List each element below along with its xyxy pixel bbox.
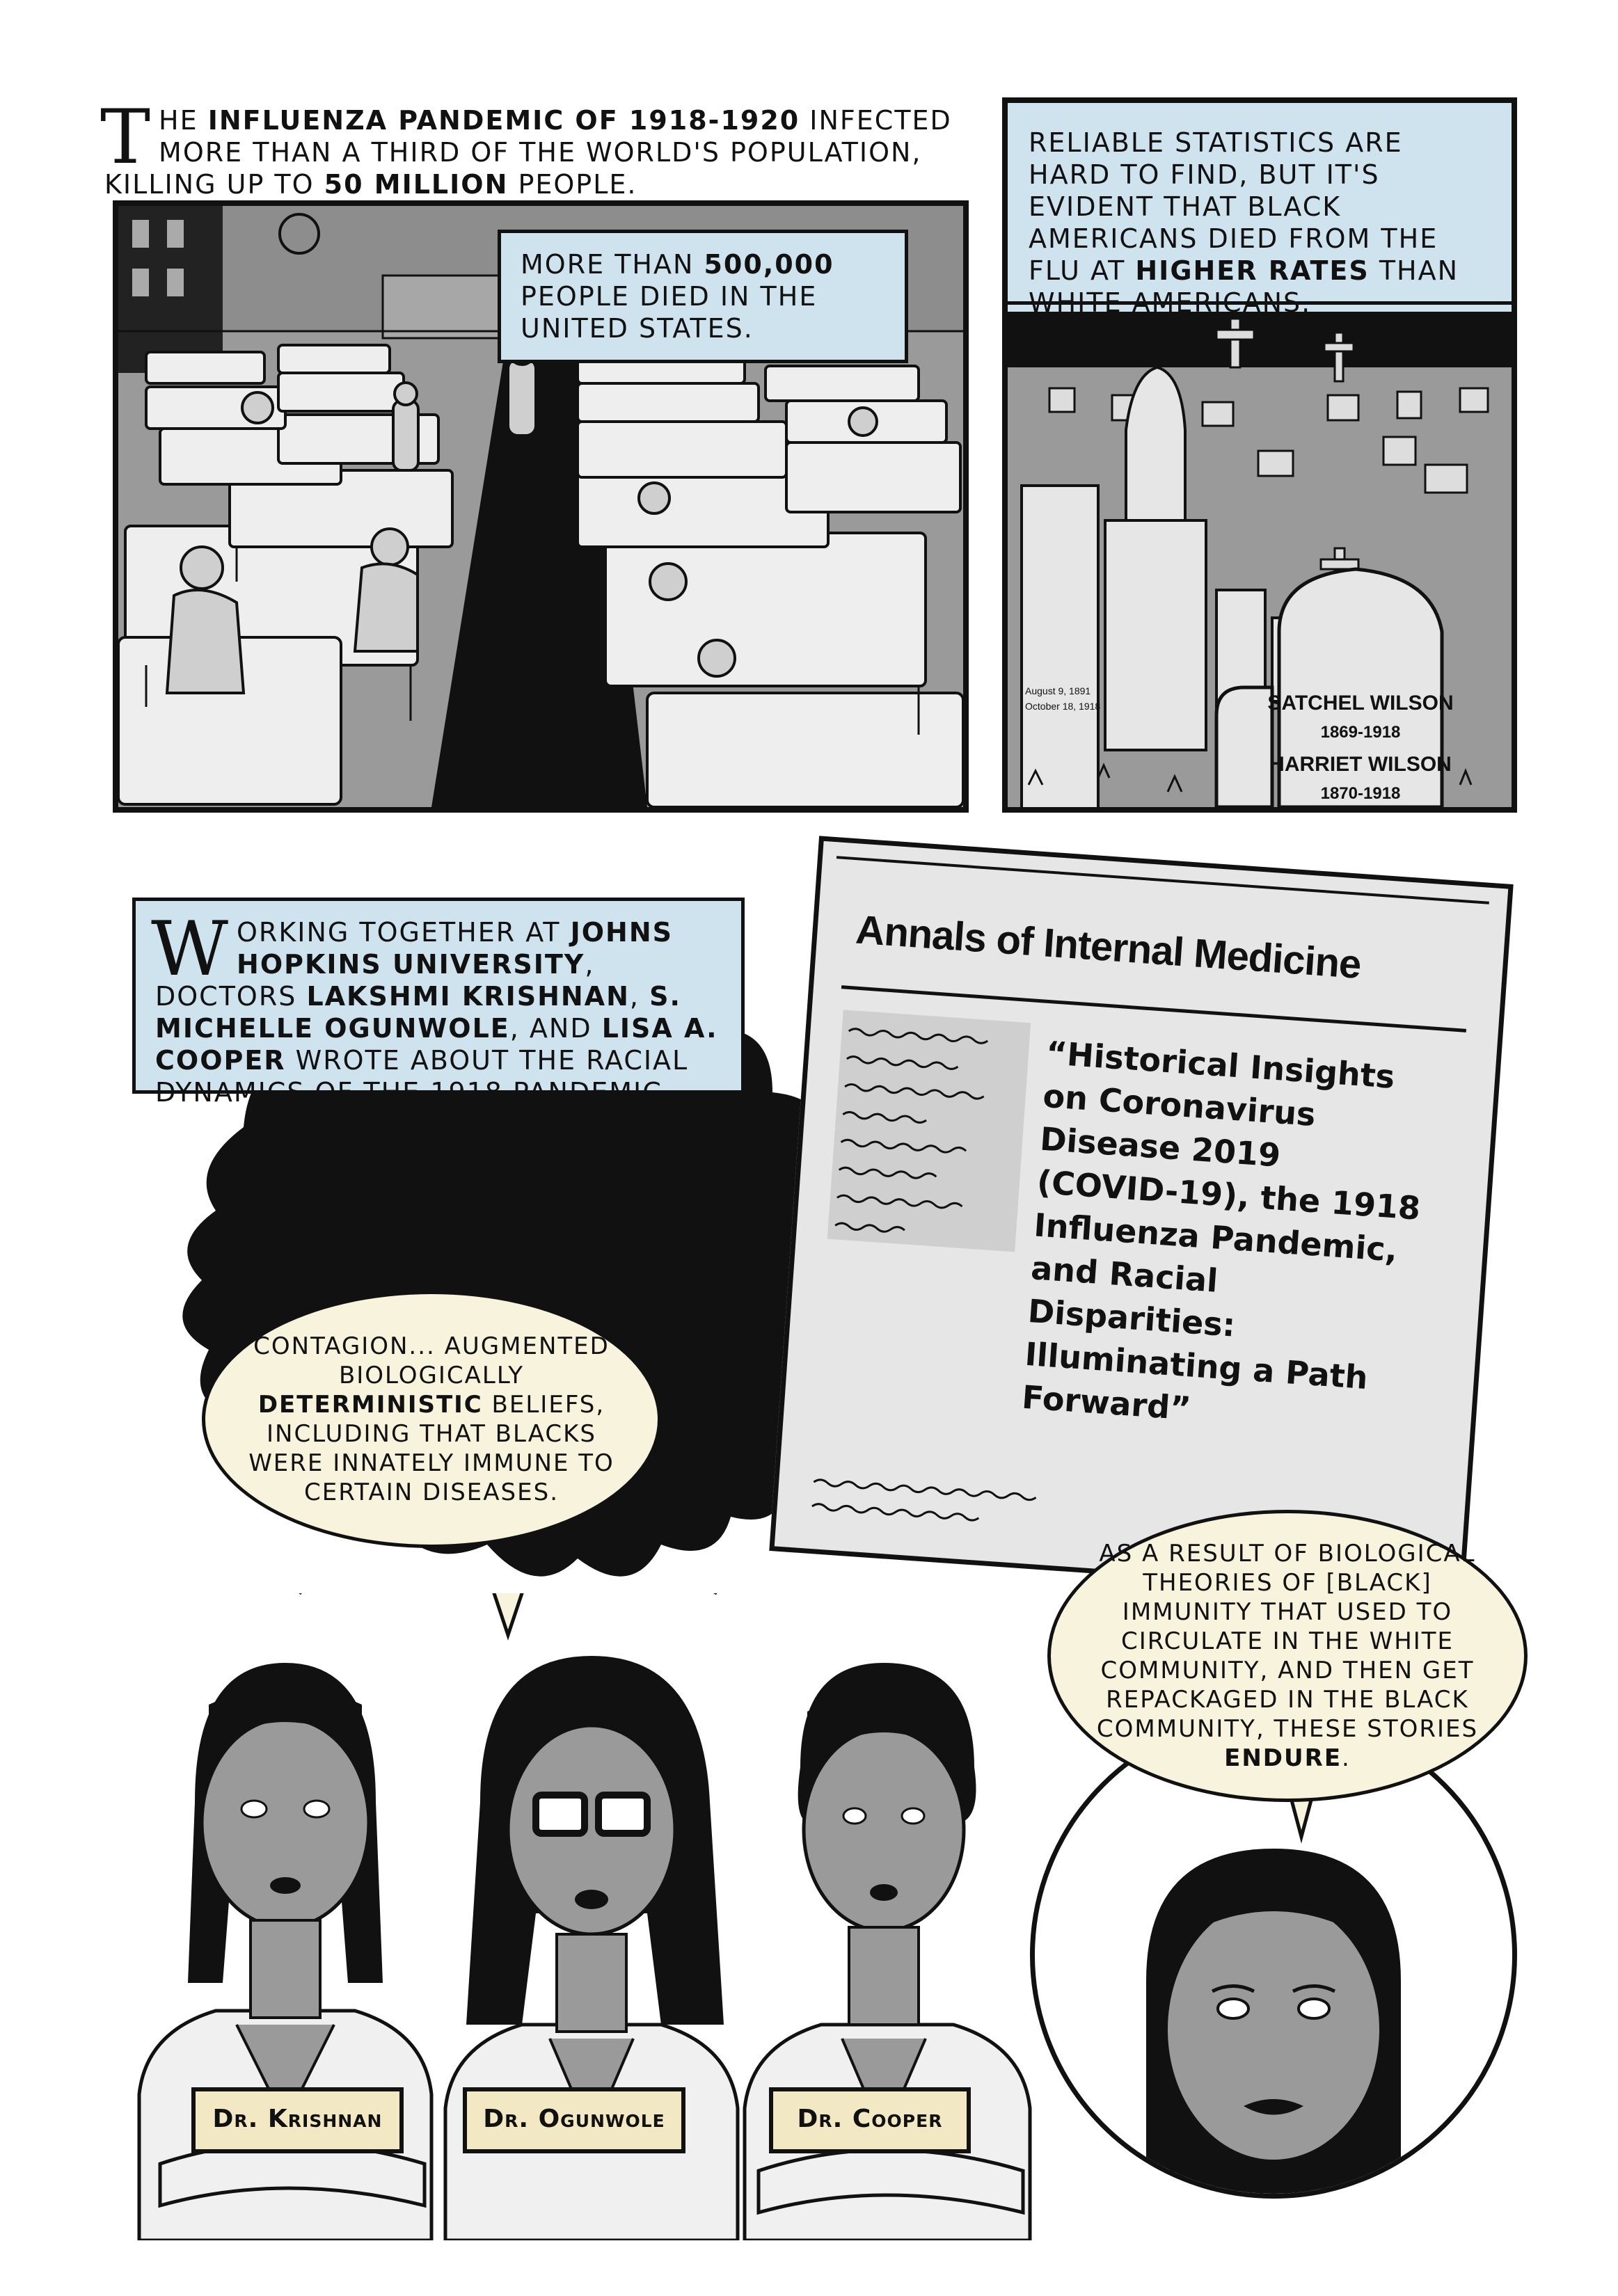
bubble-endure-text-part: . xyxy=(1342,1744,1351,1772)
journal-top-rule xyxy=(836,856,1489,904)
cemetery-caption xyxy=(1008,103,1512,318)
research-highlight: LISA A. COOPER xyxy=(155,1013,718,1076)
hospital-caption-text: MORE THAN xyxy=(521,249,704,280)
intro-highlight: INFLUENZA PANDEMIC OF 1918-1920 xyxy=(207,105,800,136)
intro-drop-cap: T xyxy=(100,94,152,181)
panel-cemetery xyxy=(1002,97,1517,813)
doctor-krishnan-figure xyxy=(139,1663,431,2240)
research-text: , AND xyxy=(509,1013,602,1044)
bubble-endure-text xyxy=(1093,1539,1482,1773)
research-highlight: LAKSHMI KRISHNAN xyxy=(306,981,630,1012)
tomb-dates-2: 1870-1918 xyxy=(1320,784,1401,803)
hospital-caption-text: PEOPLE DIED IN THE UNITED STATES. xyxy=(521,281,818,344)
cemetery-caption-text: THAN WHITE AMERICANS. xyxy=(1029,255,1459,318)
doctor-cooper-figure xyxy=(745,1663,1030,2240)
bubble-contagion-highlight: DETERMINISTIC xyxy=(257,1391,483,1419)
bubble-endure-highlight: ENDURE xyxy=(1224,1744,1342,1772)
journal-name: Annals of Internal Medicine xyxy=(854,907,1363,988)
research-text: WROTE ABOUT THE RACIAL DYNAMICS OF THE 1918 PANDEMIC... xyxy=(155,1045,692,1108)
research-highlight: S. MICHELLE OGUNWOLE xyxy=(155,981,681,1044)
bubble-endure-text-part: AS A RESULT OF BIOLOGICAL THEORIES OF [BLACK] IMMUNITY THAT USED TO CIRCULATE IN THE WHITE COMMUNITY, AND THEN GET REPACKAGED IN THE BLACK COMMUNITY, THESE STORIES xyxy=(1096,1540,1479,1743)
speech-bubble-contagion xyxy=(202,1291,661,1548)
stone-date-1: August 9, 1891 xyxy=(1025,685,1091,696)
nameplate-ogunwole: Dr. Ogunwole xyxy=(463,2087,685,2153)
stone-date-2: October 18, 1918 xyxy=(1025,701,1101,712)
article-title: “Historical Insights on Coronavirus Disease 2019 (COVID-19), the 1918 Influenza Pandemic, and Racial Disparities: Illuminating a Path Forward” xyxy=(1020,1033,1422,1428)
intro-text-part: PEOPLE. xyxy=(508,169,637,200)
research-caption xyxy=(132,898,745,1108)
tomb-name-2: HARRIET WILSON xyxy=(1269,753,1452,776)
cemetery-caption-highlight: HIGHER RATES xyxy=(1135,255,1370,286)
nameplate-cooper: Dr. Cooper xyxy=(769,2087,971,2153)
journal-page xyxy=(769,836,1513,1599)
intro-text-part: INFECTED MORE THAN A THIRD OF THE WORLD'S POPULATION, KILLING UP TO xyxy=(104,105,952,200)
research-drop-cap: W xyxy=(151,906,230,993)
research-highlight: JOHNS HOPKINS UNIVERSITY xyxy=(237,917,674,980)
research-text: , DOCTORS xyxy=(155,949,595,1012)
hospital-caption-highlight: 500,000 xyxy=(704,249,834,280)
tomb-dates-1: 1869-1918 xyxy=(1320,723,1401,742)
hospital-caption xyxy=(498,230,908,363)
bubble-contagion-text-part: BELIEFS, INCLUDING THAT BLACKS WERE INNATELY IMMUNE TO CERTAIN DISEASES. xyxy=(248,1391,614,1506)
intro-text-part: HE xyxy=(159,105,208,136)
abstract-column xyxy=(827,1010,1031,1252)
bubble-contagion-text-part: CONTAGION... AUGMENTED BIOLOGICALLY xyxy=(253,1332,610,1389)
research-text: , xyxy=(629,981,650,1012)
cemetery-caption-text: RELIABLE STATISTICS ARE HARD TO FIND, BUT IT'S EVIDENT THAT BLACK AMERICANS DIED FROM THE FLU AT xyxy=(1029,127,1438,286)
nameplate-krishnan: Dr. Krishnan xyxy=(191,2087,404,2153)
bubble-contagion-text xyxy=(247,1332,616,1507)
abstract-scribble xyxy=(827,1010,1031,1252)
research-text: ORKING TOGETHER AT xyxy=(237,917,571,948)
speech-bubble-endure xyxy=(1047,1510,1528,1802)
tomb-name-1: SATCHEL WILSON xyxy=(1267,692,1454,715)
intro-highlight: 50 MILLION xyxy=(324,169,509,200)
intro-text xyxy=(100,94,967,200)
